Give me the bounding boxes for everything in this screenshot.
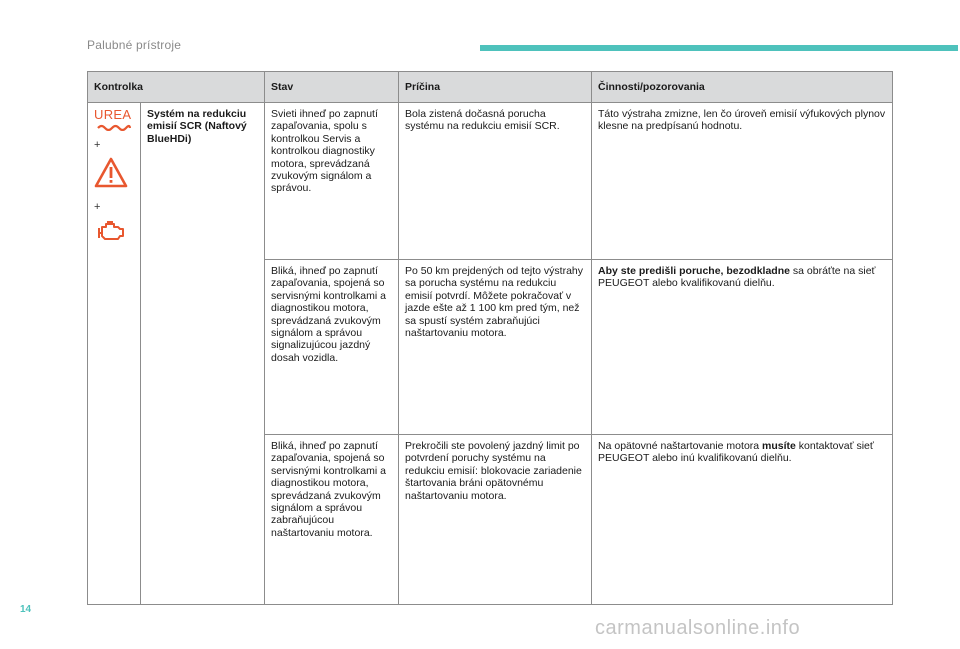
pricina-cell: Prekročili ste povolený jazdný limit po potvrdení poruchy systému na redukciu emisií: blokovacie zariadenie štartovania bráni opätovnému naštartovaniu motora. [399, 435, 592, 605]
cinnosti-cell: Aby ste predišli poruche, bezodkladne sa obráťte na sieť PEUGEOT alebo kvalifikovanú dielňu. [592, 260, 893, 435]
column-header-pricina: Príčina [399, 72, 592, 103]
page-section-title: Palubné prístroje [87, 38, 182, 52]
warning-icons-cell [88, 103, 141, 605]
watermark: carmanualsonline.info [595, 617, 801, 639]
pricina-cell: Bola zistená dočasná porucha systému na redukciu emisií SCR. [399, 103, 592, 260]
system-name: Systém na redukciu emisií SCR (Naftový BlueHDi) [147, 108, 247, 145]
stav-cell: Bliká, ihneď po zapnutí zapaľovania, spojená so servisnými kontrolkami a diagnostikou motora, sprevádzaná zvukovým signálom a správou zabraňujúcou naštartovaniu motora. [265, 435, 399, 605]
stav-cell: Svieti ihneď po zapnutí zapaľovania, spolu s kontrolkou Servis a kontrolkou diagnostiky motora, sprevádzaná zvukovým signálom a správou. [265, 103, 399, 260]
column-header-cinnosti: Činnosti/pozorovania [592, 72, 893, 103]
indicator-table [87, 71, 893, 605]
cinnosti-cell: Na opätovné naštartovanie motora musíte kontaktovať sieť PEUGEOT alebo inú kvalifikovanú dielňu. [592, 435, 893, 605]
warning-triangle-icon [94, 157, 134, 192]
plus-sign: + [94, 139, 101, 151]
column-header-kontrolka: Kontrolka [88, 72, 265, 103]
column-header-stav: Stav [265, 72, 399, 103]
table-row [88, 103, 893, 260]
stav-cell: Bliká, ihneď po zapnutí zapaľovania, spojená so servisnými kontrolkami a diagnostikou motora, sprevádzaná zvukovým signálom a správou signalizujúcou jazdný dosah vozidla. [265, 260, 399, 435]
plus-sign: + [94, 200, 101, 213]
system-name-cell [141, 103, 265, 605]
header-accent-bar [480, 45, 958, 51]
engine-check-icon [94, 219, 134, 246]
pricina-cell: Po 50 km prejdených od tejto výstrahy sa porucha systému na redukciu emisií potvrdí. Môžete pokračovať v jazde ešte až 1 100 km pred tým, než sa spustí systém zabraňujúci naštartovaniu motora. [399, 260, 592, 435]
table-header-row [88, 72, 893, 103]
urea-warning-icon: UREA [94, 108, 134, 131]
cinnosti-cell: Táto výstraha zmizne, len čo úroveň emisií výfukových plynov klesne na predpísanú hodnotu. [592, 103, 893, 260]
page-number: 14 [20, 604, 32, 615]
